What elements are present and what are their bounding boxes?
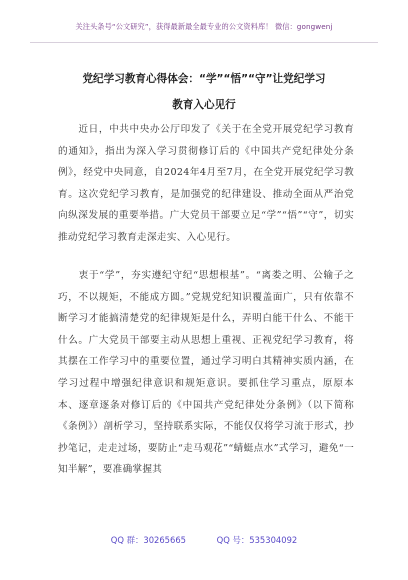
page-title [0,66,408,118]
header-divider [30,42,378,43]
paragraph-2-text: 衷于“学”，夯实遵纪守纪“思想根基”。“离娄之明、公输子之巧，不以规矩，不能成方圆。”党规党纪知识覆盖面广，只有依靠不断学习才能搞清楚党的纪律规矩是什么，弄明白能干什么、不能干什么。广大党员干部要主动从思想上重视、正视党纪学习教育，将其摆在工作学习中的重要位置，通过学习明白其精神实质内涵，在学习过程中增强纪律意识和规矩意识。要抓住学习重点，原原本本、逐章逐条对修订后的《中国共产党纪律处分条例》（以下简称《条例》）剖析学习，坚持联系实际，不能仅仅将学习流于形式，抄抄笔记，走走过场，要防止“走马观花”“蜻蜓点水”式学习，避免“一知半解”，要准确掌握其 [58,270,354,476]
footer-qq-group: QQ 群：30265665 [110,535,186,545]
header-note: 关注头条号“公文研究”，获得最新最全最专业的公文资料库！ 微信：gongwenj [75,22,333,31]
title-line-1: 党纪学习教育心得体会：“学”“悟”“守”让党纪学习 [82,73,326,85]
title-line-2: 教育入心见行 [172,99,236,111]
paragraph-1-text: 近日，中共中央办公厅印发了《关于在全党开展党纪学习教育的通知》，指出为深入学习贯彻修订后的《中国共产党纪律处分条例》，经党中央同意，自2024年4月至7月，在全党开展党纪学习教育。这次党纪学习教育，是加强党的纪律建设、推动全面从严治党向纵深发展的重要举措。广大党员干部要立足“学”“悟”“守”，切实推动党纪学习教育走深走实、入心见行。 [58,124,354,243]
footer-qq-number: QQ 号：535304092 [216,535,298,545]
footer-contact [0,534,408,546]
paragraph-2 [58,265,354,481]
paragraph-1 [58,119,354,249]
